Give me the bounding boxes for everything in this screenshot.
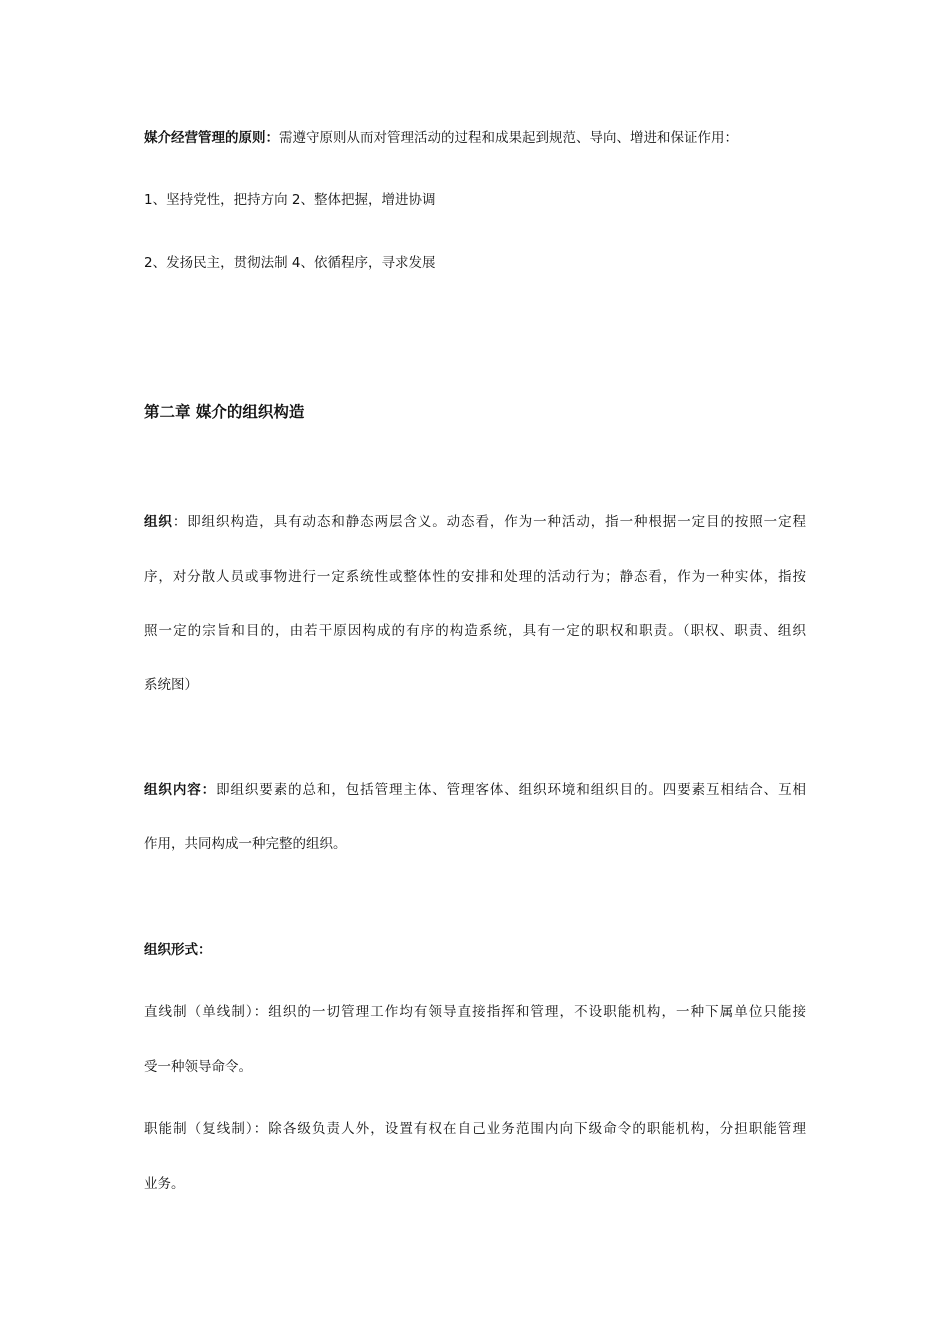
organization-label: 组织 xyxy=(144,514,173,530)
line-system-line-2: 受一种领导命令。 xyxy=(144,1059,252,1075)
organization-line-1 xyxy=(144,512,806,532)
principles-paragraph xyxy=(144,128,806,148)
organization-line-4: 系统图） xyxy=(144,677,198,693)
functional-system-line-2: 业务。 xyxy=(144,1176,185,1192)
content-line-2: 作用，共同构成一种完整的组织。 xyxy=(144,836,347,852)
principles-item-1: 1、坚持党性，把持方向 2、整体把握，增进协调 xyxy=(144,192,436,208)
line-system-line-1: 直线制（单线制）：组织的一切管理工作均有领导直接指挥和管理，不设职能机构，一种下属单位只能接 xyxy=(144,1004,806,1020)
chapter-title: 第二章 媒介的组织构造 xyxy=(144,403,305,421)
principles-text: 需遵守原则从而对管理活动的过程和成果起到规范、导向、增进和保证作用： xyxy=(279,130,738,146)
principles-item-2: 2、发扬民主，贯彻法制 4、依循程序，寻求发展 xyxy=(144,255,436,271)
organization-text-1: ：即组织构造，具有动态和静态两层含义。动态看，作为一种活动，指一种根据一定目的按照一定程 xyxy=(172,514,807,530)
organization-line-3: 照一定的宗旨和目的，由若干原因构成的有序的构造系统，具有一定的职权和职责。（职权、职责、组织 xyxy=(144,623,806,639)
organization-line-2: 序，对分散人员或事物进行一定系统性或整体性的安排和处理的活动行为；静态看，作为一种实体，指按 xyxy=(144,569,806,585)
functional-system-line-1: 职能制（复线制）：除各级负责人外，设置有权在自己业务范围内向下级命令的职能机构，分担职能管理 xyxy=(144,1121,806,1137)
forms-label: 组织形式： xyxy=(144,942,212,958)
content-text-1: 即组织要素的总和，包括管理主体、管理客体、组织环境和组织目的。四要素互相结合、互相 xyxy=(216,782,807,798)
content-line-1 xyxy=(144,780,806,800)
content-label: 组织内容： xyxy=(144,782,217,798)
principles-label: 媒介经营管理的原则： xyxy=(144,130,279,146)
